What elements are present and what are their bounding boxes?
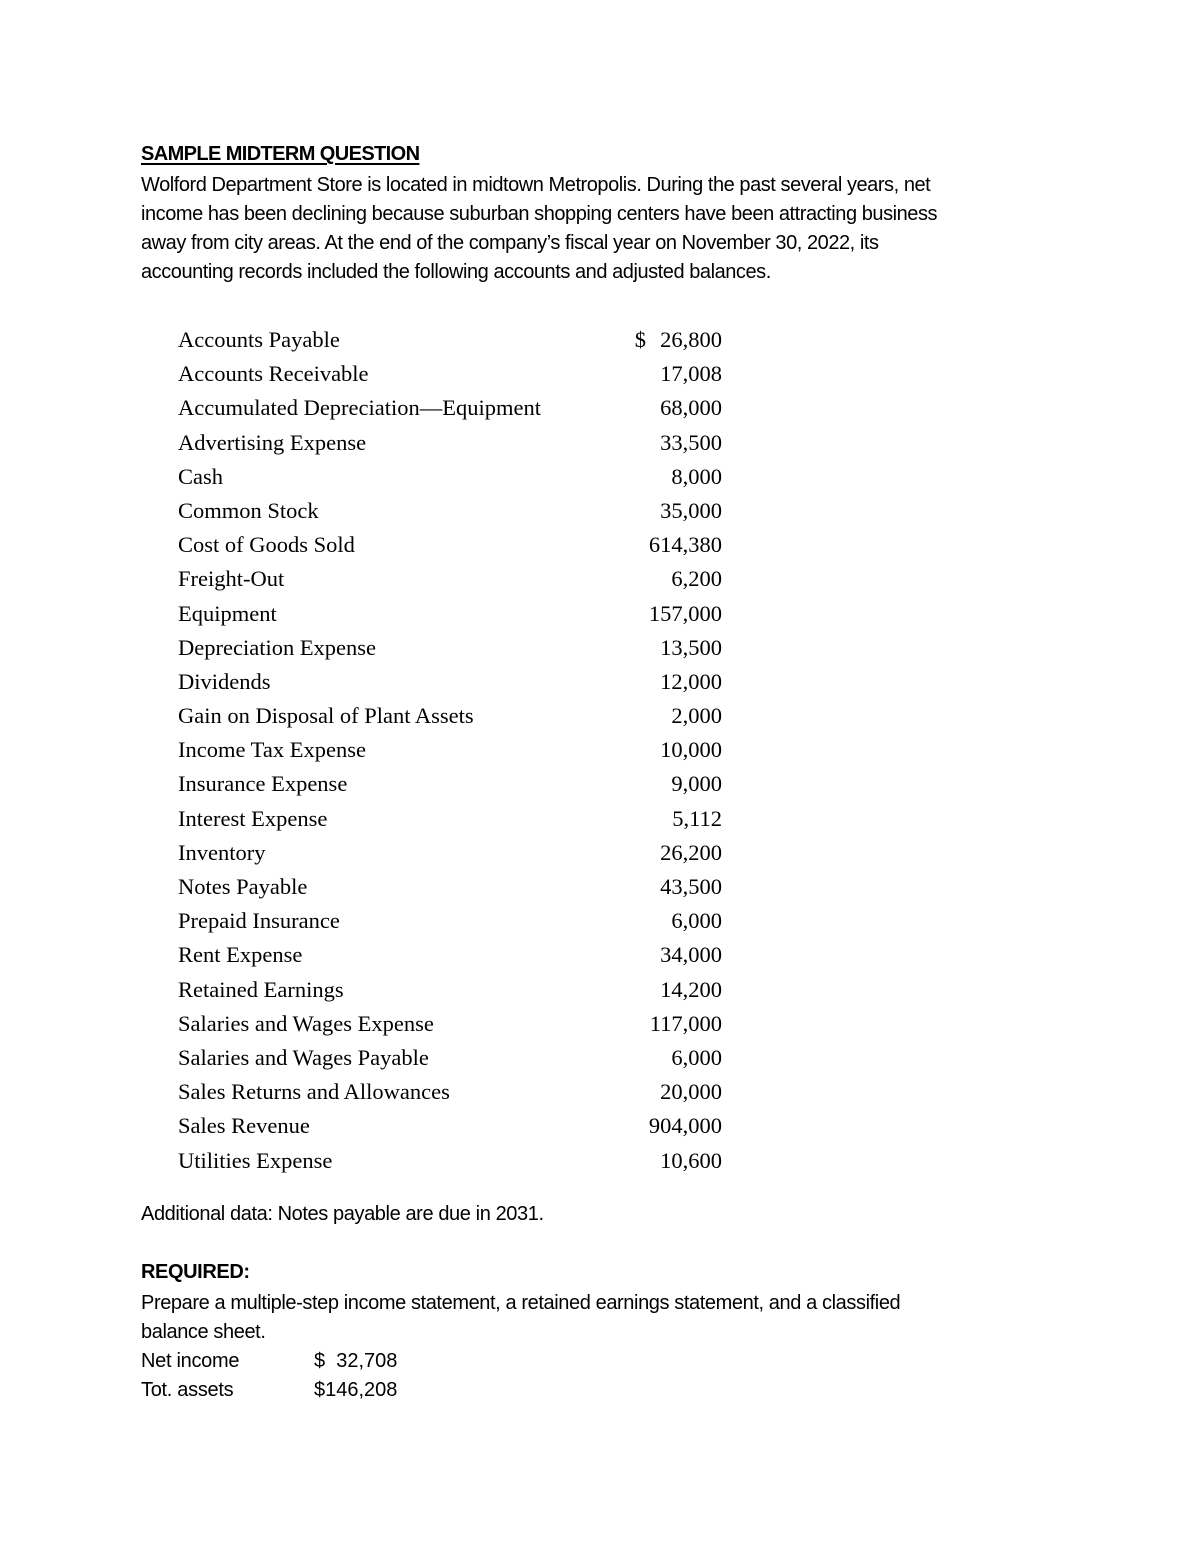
account-name: Utilities Expense — [178, 1147, 333, 1173]
account-name: Accounts Payable — [178, 327, 340, 352]
account-amount-value: 33,500 — [660, 429, 722, 455]
page-title: SAMPLE MIDTERM QUESTION — [141, 143, 420, 165]
answer-value: $146,208 — [314, 1379, 398, 1401]
account-name: Rent Expense — [178, 942, 303, 968]
account-name: Prepaid Insurance — [178, 908, 340, 934]
account-amount — [671, 699, 722, 733]
account-amount-value: 2,000 — [671, 703, 722, 729]
account-amount — [650, 1007, 722, 1041]
account-name: Income Tax Expense — [178, 737, 366, 763]
account-amount-value: 26,800 — [660, 327, 722, 352]
account-row — [178, 323, 722, 357]
account-amount — [671, 904, 722, 938]
account-row — [178, 1007, 722, 1041]
account-amount-value: 6,000 — [671, 1044, 722, 1070]
answers-list — [141, 1347, 441, 1405]
account-row — [178, 426, 722, 460]
account-amount-value: 8,000 — [671, 463, 722, 489]
answer-row-net-income — [141, 1347, 441, 1376]
answer-row-total-assets — [141, 1376, 441, 1405]
account-amount-value: 34,000 — [660, 942, 722, 968]
account-amount-value: 5,112 — [672, 805, 722, 831]
account-name: Salaries and Wages Payable — [178, 1044, 429, 1070]
account-amount — [660, 938, 722, 972]
account-row — [178, 1041, 722, 1075]
account-amount — [634, 323, 722, 357]
account-amount — [660, 357, 722, 391]
account-name: Depreciation Expense — [178, 634, 377, 660]
account-amount-value: 6,000 — [671, 908, 722, 934]
account-amount — [660, 836, 722, 870]
account-amount-value: 14,200 — [660, 976, 722, 1002]
account-amount — [671, 562, 722, 596]
account-amount-value: 35,000 — [660, 497, 722, 523]
account-row — [178, 1075, 722, 1109]
intro-line: accounting records included the following accounts and adjusted balances. — [141, 261, 771, 283]
account-row — [178, 938, 722, 972]
account-row — [178, 357, 722, 391]
account-amount-value: 157,000 — [648, 600, 722, 626]
account-row — [178, 631, 722, 665]
account-row — [178, 904, 722, 938]
account-amount — [660, 1144, 722, 1178]
account-amount-value: 12,000 — [660, 668, 722, 694]
account-name: Insurance Expense — [178, 771, 348, 797]
account-row — [178, 665, 722, 699]
account-row — [178, 1144, 722, 1178]
account-row — [178, 494, 722, 528]
account-name: Advertising Expense — [178, 429, 367, 455]
account-amount-value: 20,000 — [660, 1079, 722, 1105]
account-amount-value: 17,008 — [660, 361, 722, 387]
account-amount-value: 10,000 — [660, 737, 722, 763]
account-row — [178, 973, 722, 1007]
account-amount — [672, 802, 722, 836]
account-amount-value: 117,000 — [649, 1010, 722, 1036]
additional-data-note: Additional data: Notes payable are due in 2031. — [141, 1203, 544, 1225]
account-row — [178, 460, 722, 494]
account-row — [178, 699, 722, 733]
account-amount — [660, 973, 722, 1007]
account-row — [178, 562, 722, 596]
account-name: Sales Returns and Allowances — [178, 1079, 450, 1105]
account-name: Common Stock — [178, 497, 319, 523]
intro-line: income has been declining because suburban shopping centers have been attracting business — [141, 203, 938, 225]
required-line: Prepare a multiple-step income statement, a retained earnings statement, and a classified — [141, 1292, 901, 1314]
account-amount-value: 614,380 — [648, 532, 722, 558]
account-amount — [671, 460, 722, 494]
account-amount-value: 6,200 — [671, 566, 722, 592]
currency-symbol: $ — [634, 327, 646, 352]
account-amount — [660, 665, 722, 699]
account-amount — [660, 426, 722, 460]
account-amount — [660, 1075, 722, 1109]
answer-label: Net income — [141, 1350, 240, 1372]
account-name: Equipment — [178, 600, 277, 626]
answer-value: $ 32,708 — [314, 1350, 398, 1372]
intro-line: away from city areas. At the end of the company’s fiscal year on November 30, 2022, its — [141, 232, 879, 254]
account-row — [178, 767, 722, 801]
account-name: Inventory — [178, 839, 266, 865]
account-row — [178, 528, 722, 562]
account-amount — [671, 767, 722, 801]
required-instructions — [141, 1289, 900, 1347]
account-amount — [660, 870, 722, 904]
account-row — [178, 870, 722, 904]
account-name: Notes Payable — [178, 874, 308, 899]
account-amount-value: 904,000 — [648, 1113, 722, 1139]
account-name: Retained Earnings — [178, 976, 344, 1002]
account-row — [178, 597, 722, 631]
account-name: Interest Expense — [178, 805, 328, 831]
account-amount-value: 13,500 — [660, 634, 722, 660]
intro-paragraph — [141, 171, 937, 287]
account-amount — [660, 631, 722, 665]
account-amount-value: 43,500 — [660, 874, 722, 899]
account-amount — [649, 528, 722, 562]
account-row — [178, 836, 722, 870]
account-name: Salaries and Wages Expense — [178, 1010, 434, 1036]
account-name: Sales Revenue — [178, 1113, 310, 1139]
account-amount — [649, 1109, 722, 1143]
account-amount-value: 10,600 — [660, 1147, 722, 1173]
account-amount — [660, 733, 722, 767]
account-name: Accounts Receivable — [178, 361, 369, 387]
account-name: Gain on Disposal of Plant Assets — [178, 703, 474, 729]
intro-line: Wolford Department Store is located in midtown Metropolis. During the past several years, net — [141, 174, 931, 196]
account-amount — [671, 1041, 722, 1075]
account-name: Dividends — [178, 668, 271, 694]
required-heading: REQUIRED: — [141, 1261, 250, 1283]
account-name: Freight-Out — [178, 566, 285, 592]
account-row — [178, 802, 722, 836]
account-amount-value: 68,000 — [660, 395, 722, 421]
accounts-table — [178, 323, 722, 1178]
account-row — [178, 391, 722, 425]
account-amount — [660, 494, 722, 528]
account-name: Cash — [178, 463, 223, 489]
account-row — [178, 1109, 722, 1143]
account-name: Cost of Goods Sold — [178, 532, 355, 558]
account-row — [178, 733, 722, 767]
account-name: Accumulated Depreciation—Equipment — [178, 395, 541, 421]
required-line: balance sheet. — [141, 1321, 266, 1343]
account-amount — [660, 391, 722, 425]
answer-label: Tot. assets — [141, 1379, 234, 1401]
account-amount — [649, 597, 722, 631]
account-amount-value: 9,000 — [671, 771, 722, 797]
account-amount-value: 26,200 — [660, 839, 722, 865]
